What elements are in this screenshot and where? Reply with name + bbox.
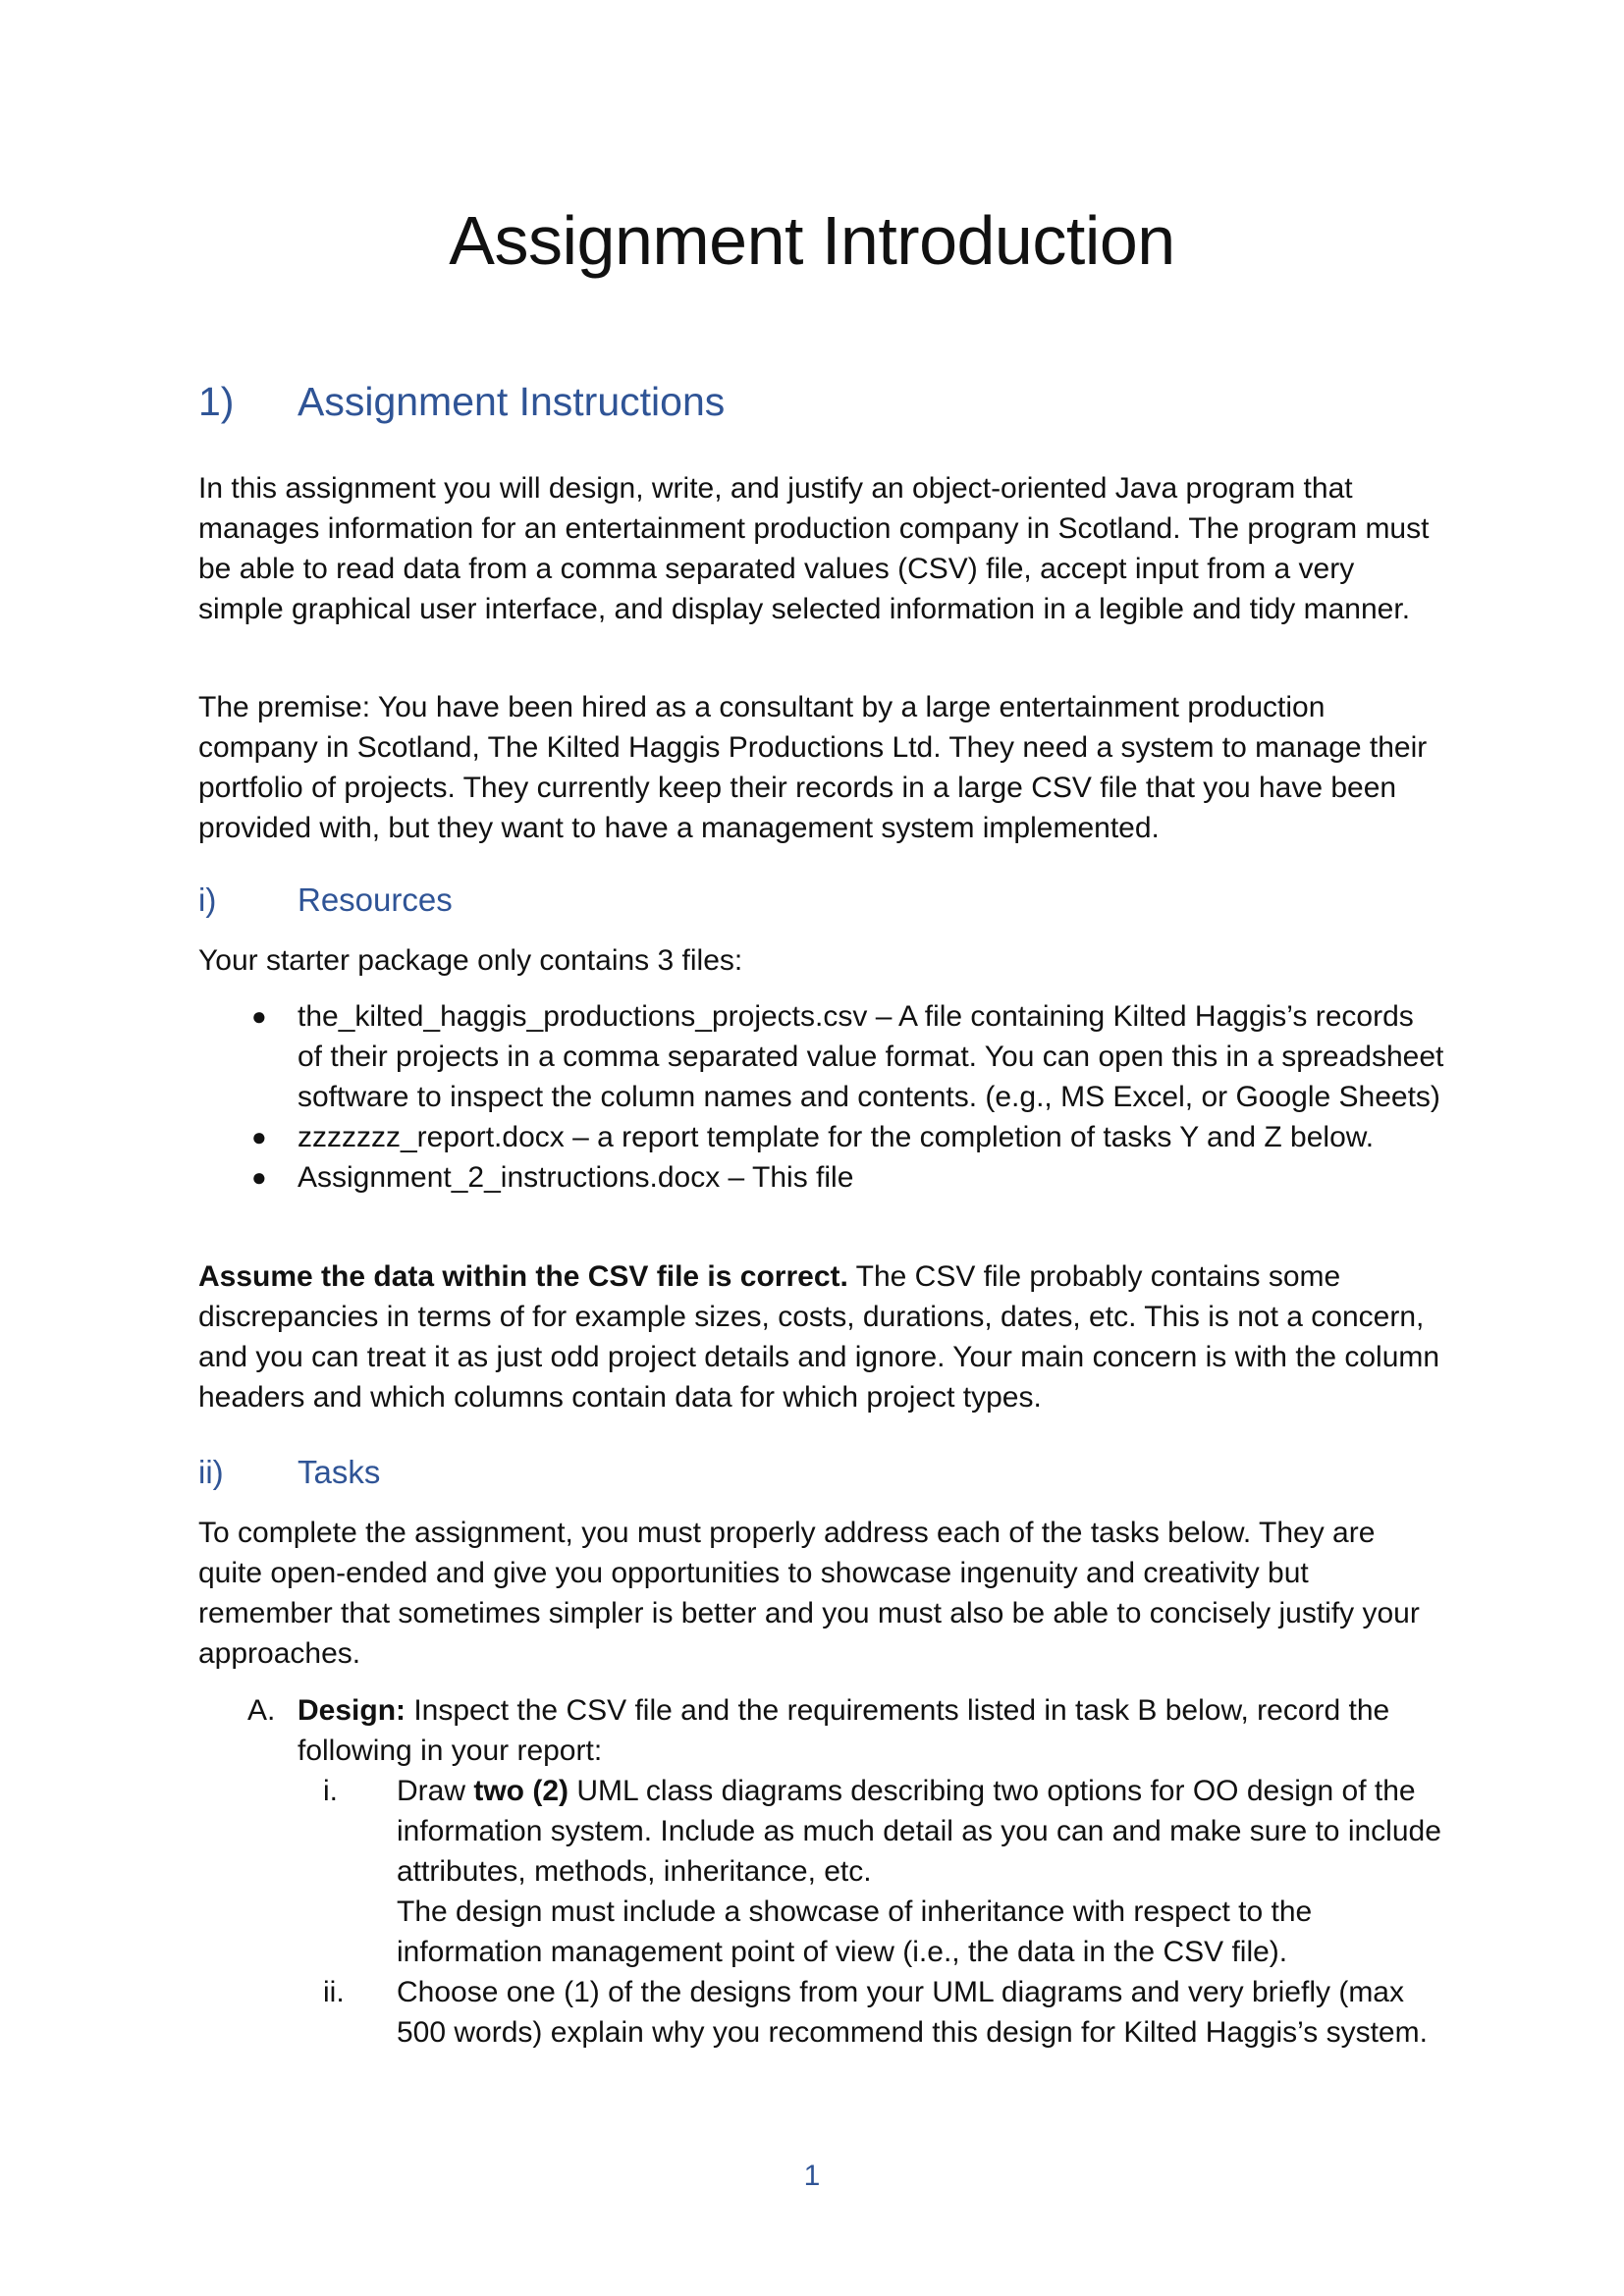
item-number: i.: [323, 1775, 338, 1807]
subsection-heading-tasks: [198, 1454, 380, 1491]
subsection-number: i): [198, 881, 217, 918]
page-title: Assignment Introduction: [449, 202, 1175, 279]
subsection-title: Resources: [298, 881, 453, 918]
task-a-description: Inspect the CSV file and the requirements listed in task B below, record the following in your report:: [298, 1694, 1390, 1767]
item-text-post: UML class diagrams describing two options for OO design of the information system. Include as much detail as you can and make sure to include attributes, methods, inheritance, etc.: [397, 1775, 1441, 1888]
bullet-icon: ●: [251, 1001, 267, 1031]
section-heading-assignment-instructions: [198, 379, 725, 425]
list-item-text: zzzzzzz_report.docx – a report template for the completion of tasks Y and Z below.: [298, 1121, 1375, 1153]
list-item: [198, 996, 1445, 1117]
item-text-bold: two (2): [473, 1775, 568, 1807]
premise-paragraph: The premise: You have been hired as a consultant by a large entertainment production company in Scotland, The Kilted Haggis Productions Ltd. They need a system to manage their portfolio of projects. They currently keep their records in a large CSV file that you have been provided with, but they want to have a management system implemented.: [198, 691, 1428, 844]
resources-intro: Your starter package only contains 3 files:: [198, 944, 743, 977]
task-a-text: [298, 1690, 1445, 1771]
csv-assumption-text: The CSV file probably contains some discrepancies in terms of for example sizes, costs, durations, dates, etc. This is not a concern, and you can treat it as just odd project details and ignore. Your main concern is with the column headers and which columns contain data for which project types.: [198, 1260, 1440, 1414]
item-text: [397, 1771, 1456, 1972]
subsection-number: ii): [198, 1454, 224, 1490]
csv-assumption-paragraph: [198, 1256, 1445, 1417]
subsection-title: Tasks: [298, 1454, 381, 1490]
item-text: Choose one (1) of the designs from your UML diagrams and very briefly (max 500 words) explain why you recommend this design for Kilted Haggis’s system.: [397, 1976, 1428, 2049]
intro-paragraph: In this assignment you will design, write, and justify an object-oriented Java program that manages information for an entertainment production company in Scotland. The program must be able to read data from a comma separated values (CSV) file, accept input from a very simple graphical user interface, and display selected information in a legible and tidy manner.: [198, 472, 1430, 625]
list-item: [198, 1157, 1445, 1198]
list-item-text: the_kilted_haggis_productions_projects.csv – A file containing Kilted Haggis’s records of their projects in a comma separated value format. You can open this in a spreadsheet software to inspect the column names and contents. (e.g., MS Excel, or Google Sheets): [298, 1000, 1444, 1113]
page-number: 1: [803, 2160, 821, 2192]
resource-file-list: [198, 996, 1445, 1198]
section-title: Assignment Instructions: [298, 379, 726, 424]
csv-assumption-bold: Assume the data within the CSV file is correct.: [198, 1260, 848, 1293]
section-number: 1): [198, 379, 235, 424]
bullet-icon: ●: [251, 1162, 267, 1192]
tasks-intro-paragraph: To complete the assignment, you must properly address each of the tasks below. They are quite open-ended and give you opportunities to showcase ingenuity and creativity but remember that sometimes simpler is better and you must also be able to concisely justify your approaches.: [198, 1517, 1420, 1670]
subsection-heading-resources: [198, 881, 453, 919]
item-text-pre: Draw: [397, 1775, 474, 1807]
task-a-item-ii: [298, 1972, 1456, 2053]
list-item: [198, 1117, 1445, 1157]
task-a: [198, 1690, 1445, 1771]
task-a-item-i: [298, 1771, 1456, 1972]
item-text-extra: The design must include a showcase of inheritance with respect to the information management point of view (i.e., the data in the CSV file).: [397, 1896, 1313, 1968]
task-letter: A.: [247, 1694, 276, 1727]
item-number: ii.: [323, 1976, 345, 2008]
list-item-text: Assignment_2_instructions.docx – This file: [298, 1161, 854, 1194]
task-a-label: Design:: [298, 1694, 406, 1727]
bullet-icon: ●: [251, 1122, 267, 1151]
